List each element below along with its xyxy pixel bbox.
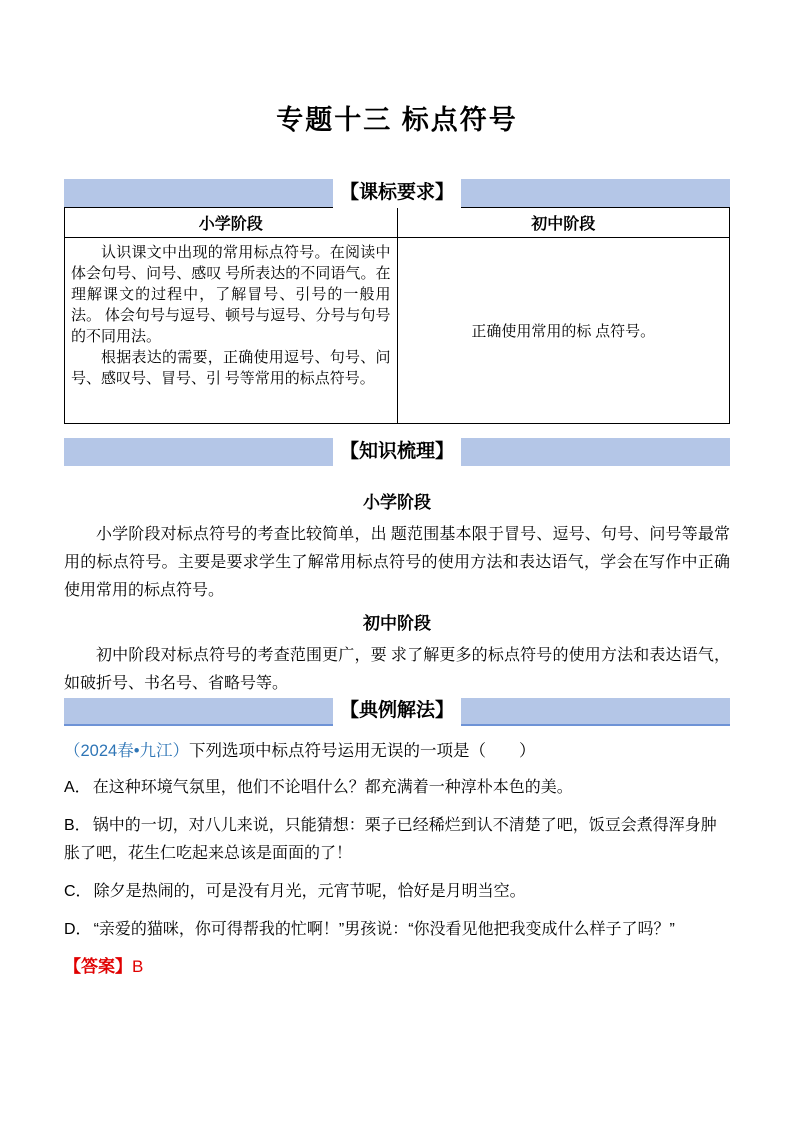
curriculum-table-body-row <box>65 238 730 424</box>
table-header-primary-stage: 小学阶段 <box>65 208 398 238</box>
option-d <box>64 916 730 944</box>
answer-value: B <box>132 957 144 976</box>
page-title: 专题十三 标点符号 <box>276 105 518 135</box>
option-b-text: 锅中的一切，对八儿来说，只能猜想：栗子已经稀烂到认不清楚了吧，饭豆会煮得浑身肿胀了吧，花生仁吃起来总该是面面的了！ <box>64 817 717 862</box>
option-d-label: D． <box>64 921 92 938</box>
option-c-label: C． <box>64 883 92 900</box>
curriculum-table-header-row <box>65 208 730 238</box>
section-banner-knowledge <box>64 438 730 466</box>
curriculum-table <box>64 207 730 424</box>
option-c <box>64 878 730 906</box>
question-source-tag: （2024春•九江） <box>64 742 189 760</box>
table-cell-primary-stage <box>65 238 398 424</box>
curriculum-banner-label: 【课标要求】 <box>333 178 461 208</box>
option-d-text: “亲爱的猫咪，你可得帮我的忙啊！”男孩说：“你没看见他把我变成什么样子了吗？” <box>93 921 675 938</box>
table-cell-junior-stage <box>397 238 730 424</box>
table-header-junior-stage: 初中阶段 <box>397 208 730 238</box>
knowledge-primary-paragraph: 小学阶段对标点符号的考查比较简单，出 题范围基本限于冒号、逗号、句号、问号等最常 用的标点符号。主要是要求学生了解常用标点符号的使用方法和表达语气，学会在写作中正确使用常用的标点符号。 <box>64 526 730 599</box>
knowledge-junior-heading: 初中阶段 <box>363 614 431 633</box>
option-b <box>64 812 730 868</box>
answer-line <box>64 954 730 980</box>
primary-requirement-paragraph-2: 根据表达的需要，正确使用逗号、句号、问号、感叹号、冒号、引 号等常用的标点符号。 <box>71 350 391 387</box>
knowledge-junior-paragraph: 初中阶段对标点符号的考查范围更广，要 求了解更多的标点符号的使用方法和表达语气，如破折号、书名号、省略号等。 <box>64 647 730 692</box>
example-question <box>64 738 730 764</box>
option-a-text: 在这种环境气氛里，他们不论唱什么？都充满着一种淳朴本色的美。 <box>92 779 573 796</box>
knowledge-primary-heading: 小学阶段 <box>363 493 431 512</box>
option-b-label: B． <box>64 817 91 834</box>
section-banner-curriculum <box>64 179 730 207</box>
option-a-label: A． <box>64 779 91 796</box>
question-stem: 下列选项中标点符号运用无误的一项是（ ） <box>188 742 536 760</box>
examples-banner-label: 【典例解法】 <box>333 696 461 726</box>
option-a <box>64 774 730 802</box>
primary-requirement-paragraph-1: 认识课文中出现的常用标点符号。在阅读中体会句号、问号、感叹 号所表达的不同语气。在理解课文的过程中，了解冒号、引号的一般用法。 体会句号与逗号、顿号与逗号、分号与句号的不同用法。 <box>71 245 391 345</box>
option-c-text: 除夕是热闹的，可是没有月光，元宵节呢，恰好是月明当空。 <box>93 883 526 900</box>
section-banner-examples <box>64 698 730 726</box>
knowledge-banner-label: 【知识梳理】 <box>333 437 461 467</box>
junior-requirement-text: 正确使用常用的标 点符号。 <box>471 324 656 340</box>
answer-label: 【答案】 <box>64 957 132 976</box>
